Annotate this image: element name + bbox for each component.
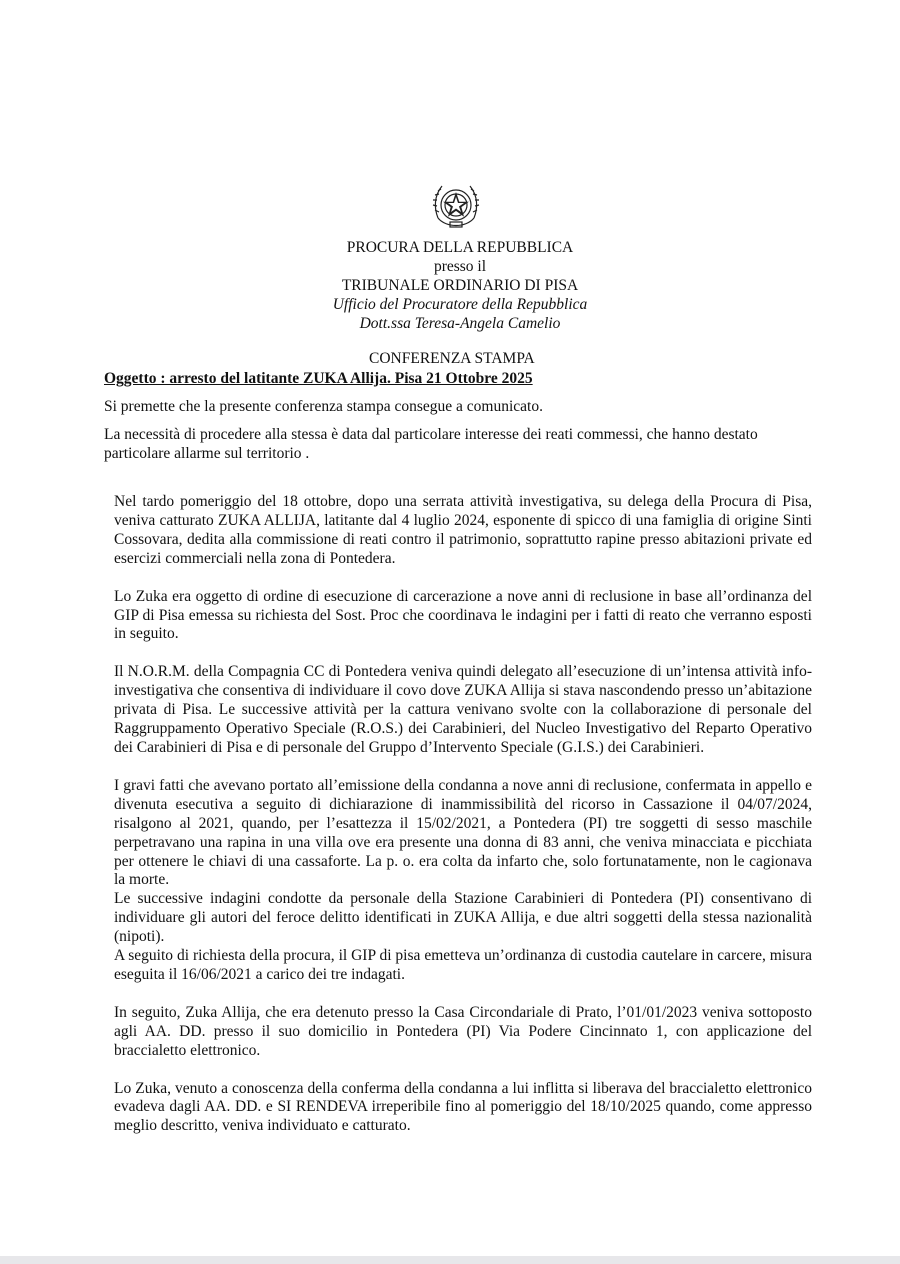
body-text <box>114 493 812 1136</box>
intro-paragraph-1: Si premette che la presente conferenza stampa consegue a comunicato. <box>104 398 543 415</box>
italian-republic-emblem-icon <box>428 178 484 234</box>
intro-paragraph-2: La necessità di procedere alla stessa è data dal particolare interesse dei reati commessi, che hanno destato particolare allarme sul territorio . <box>104 426 758 462</box>
department-name: Ufficio del Procuratore della Repubblica <box>332 296 588 313</box>
court-name: TRIBUNALE ORDINARIO DI PISA <box>341 277 579 294</box>
paragraph-order: Lo Zuka era oggetto di ordine di esecuzione di carcerazione a nove anni di reclusione in base all’ordinanza del GIP di Pisa emessa su richiesta del Sost. Proc che coordinava le indagini per i fatti di reato che verranno esposti in seguito. <box>114 587 812 643</box>
presso-line: presso il <box>433 258 487 275</box>
paragraph-escape: Lo Zuka, venuto a conoscenza della conferma della condanna a lui inflitta si liberava del braccialetto elettronico evadeva dagli AA. DD. e SI RENDEVA irreperibile fino al pomeriggio del 18/10/2025 quando, come appresso meglio descritto, veniva individuato e catturato. <box>114 1079 812 1135</box>
subject-line: Oggetto : arresto del latitante ZUKA Allija. Pisa 21 Ottobre 2025 <box>104 370 533 387</box>
paragraph-facts: I gravi fatti che avevano portato all’emissione della condanna a nove anni di reclusione, confermata in appello e divenuta esecutiva a seguito di dichiarazione di inammissibilità del ricorso in Cassazione il 04/07/2024, risalgono al 2021, quando, per l’esattezza il 15/02/2021, a Pontedera (PI) tre soggetti di sesso maschile perpetravano una rapina in una villa ove era presente una donna di 83 anni, che veniva minacciata e picchiata per ottenere le chiavi di una cassaforte. La p. o. era colta da infarto che, solo fortunatamente, non le cagionava la morte. <box>114 776 812 889</box>
office-header <box>300 238 620 333</box>
office-name: PROCURA DELLA REPUBBLICA <box>346 239 574 256</box>
paragraph-inquiries: Le successive indagini condotte da personale della Stazione Carabinieri di Pontedera (PI) consentivano di individuare gli autori del feroce delitto identificati in ZUKA Allija, e due altri soggetti della stessa nazionalità (nipoti). <box>114 890 812 946</box>
conference-title: CONFERENZA STAMPA <box>369 350 535 367</box>
paragraph-house-arrest: In seguito, Zuka Allija, che era detenuto presso la Casa Circondariale di Prato, l’01/01/2023 veniva sottoposto agli AA. DD. presso il suo domicilio in Pontedera (PI) Via Podere Cincinnato 1, con applicazione del braccialetto elettronico. <box>114 1003 812 1059</box>
paragraph-investigation: Il N.O.R.M. della Compagnia CC di Pontedera veniva quindi delegato all’esecuzione di un’intensa attività info-investigativa che consentiva di individuare il covo dove ZUKA Allija si stava nascondendo presso un’abitazione privata di Pisa. Le successive attività per la cattura venivano svolte con la collaborazione di personale del Raggruppamento Operativo Speciale (R.O.S.) dei Carabinieri, del Nucleo Investigativo del Reparto Operativo dei Carabinieri di Pisa e di personale del Gruppo d’Intervento Speciale (G.I.S.) dei Carabinieri. <box>114 663 812 756</box>
page-bottom-edge <box>0 1256 900 1264</box>
paragraph-capture: Nel tardo pomeriggio del 18 ottobre, dopo una serrata attività investigativa, su delega della Procura di Pisa, veniva catturato ZUKA ALLIJA, latitante dal 4 luglio 2024, esponente di spicco di una famiglia di origine Sinti Cossovara, dedita alla commissione di reati contro il patrimonio, soprattutto rapine presso abitazioni private ed esercizi commerciali nella zona di Pontedera. <box>114 493 812 567</box>
paragraph-custody: A seguito di richiesta della procura, il GIP di pisa emetteva un’ordinanza di custodia cautelare in carcere, misura eseguita il 16/06/2021 a carico dei tre indagati. <box>114 947 812 983</box>
prosecutor-name: Dott.ssa Teresa-Angela Camelio <box>359 315 561 332</box>
